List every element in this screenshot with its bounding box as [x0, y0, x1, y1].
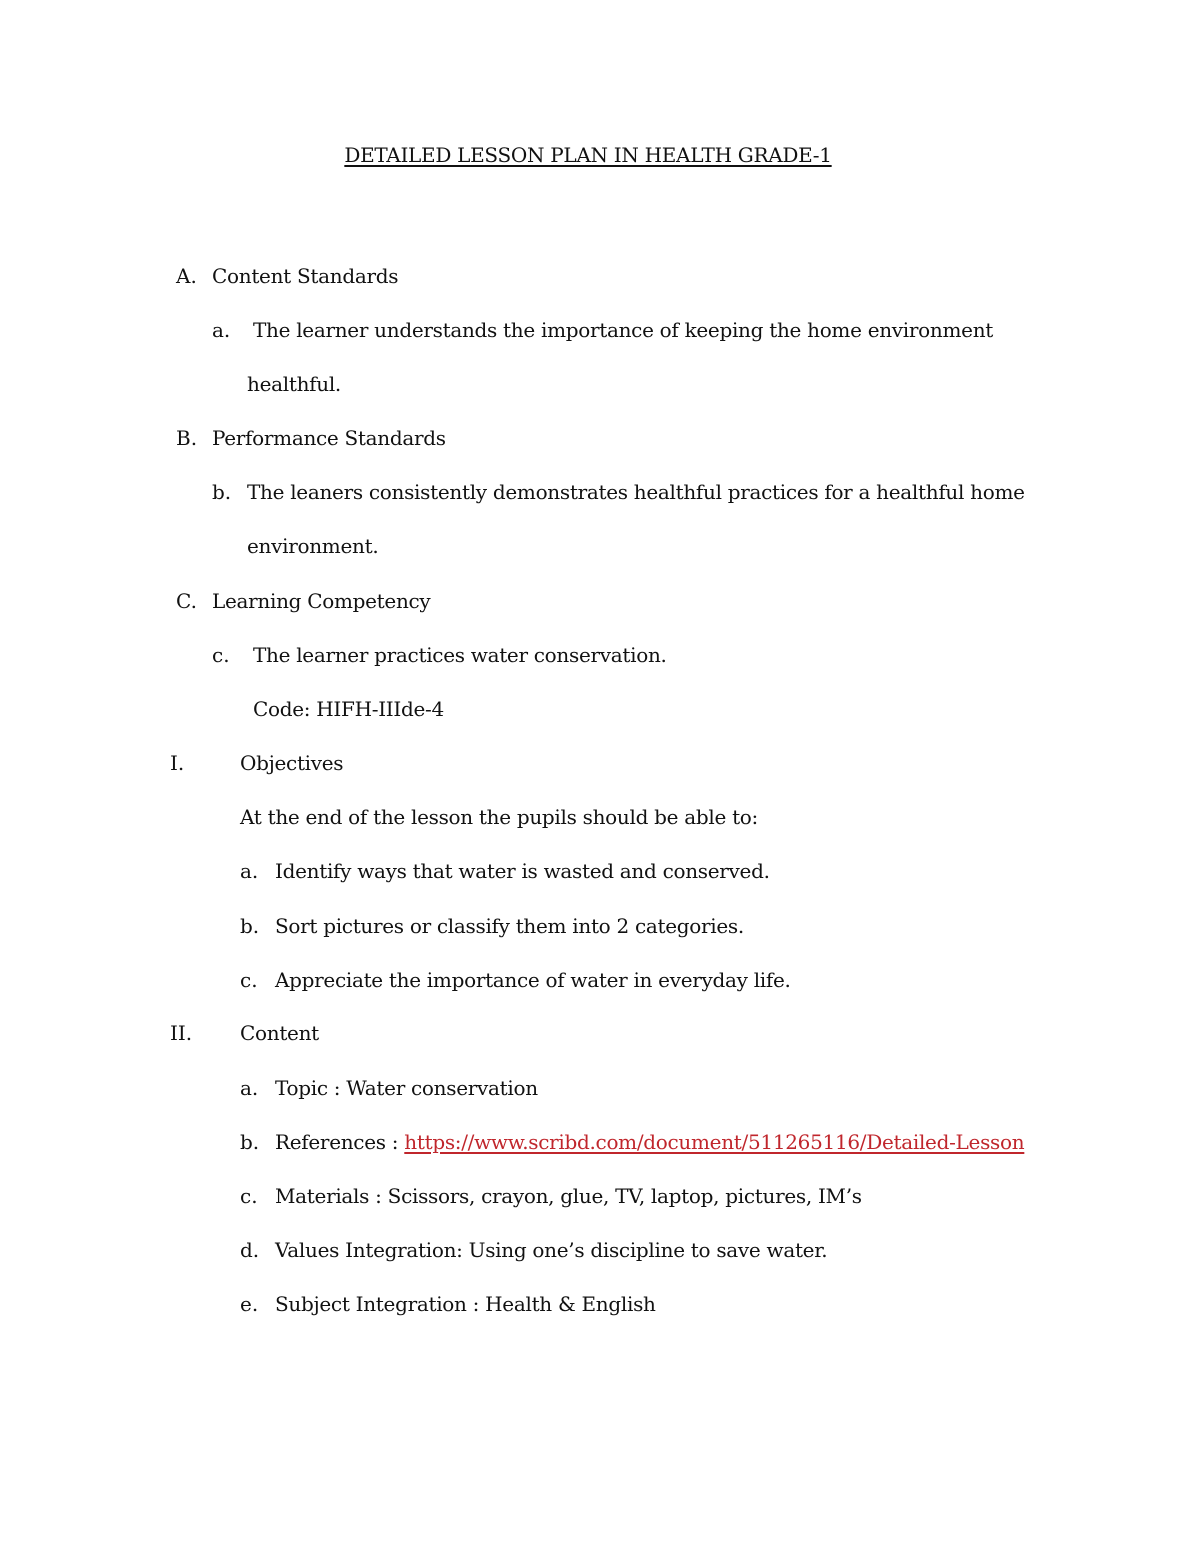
section-i-marker: I. [170, 751, 185, 775]
section-b-item-line2: environment. [247, 534, 379, 558]
section-ii-marker: II. [170, 1021, 193, 1045]
section-i-heading: Objectives [240, 751, 344, 775]
document-title: DETAILED LESSON PLAN IN HEALTH GRADE-1 [344, 143, 832, 167]
references-label: References : [275, 1130, 399, 1154]
section-a-item-marker: a. [212, 318, 231, 342]
objective-marker-c: c. [240, 968, 258, 992]
content-materials: Materials : Scissors, crayon, glue, TV, laptop, pictures, IM’s [275, 1184, 862, 1208]
section-b-marker: B. [176, 426, 198, 450]
section-b-item-line1: The leaners consistently demonstrates healthful practices for a healthful home [247, 480, 1025, 504]
section-ii-heading: Content [240, 1021, 319, 1045]
content-marker-a: a. [240, 1076, 259, 1100]
section-b-heading: Performance Standards [212, 426, 446, 450]
section-c-marker: C. [176, 589, 197, 613]
objective-marker-a: a. [240, 859, 259, 883]
section-b-item-marker: b. [212, 480, 232, 504]
section-c-code: Code: HIFH-IIIde-4 [253, 697, 444, 721]
section-a-item-line2: healthful. [247, 372, 341, 396]
content-topic: Topic : Water conservation [275, 1076, 538, 1100]
objective-item-a: Identify ways that water is wasted and conserved. [275, 859, 770, 883]
content-marker-e: e. [240, 1292, 259, 1316]
section-a-marker: A. [176, 264, 197, 288]
objective-item-b: Sort pictures or classify them into 2 categories. [275, 914, 744, 938]
content-values: Values Integration: Using one’s discipline to save water. [275, 1238, 828, 1262]
section-a-heading: Content Standards [212, 264, 399, 288]
content-marker-b: b. [240, 1130, 260, 1154]
objective-marker-b: b. [240, 914, 260, 938]
objective-item-c: Appreciate the importance of water in everyday life. [275, 968, 791, 992]
content-subject: Subject Integration : Health & English [275, 1292, 656, 1316]
section-c-heading: Learning Competency [212, 589, 431, 613]
content-marker-d: d. [240, 1238, 260, 1262]
content-references [275, 1128, 1024, 1156]
section-i-intro: At the end of the lesson the pupils should be able to: [240, 805, 758, 829]
section-c-item-line1: The learner practices water conservation. [253, 643, 667, 667]
references-link[interactable]: https://www.scribd.com/document/511265116/Detailed-Lesson [404, 1130, 1025, 1154]
section-a-item-line1: The learner understands the importance of keeping the home environment [253, 318, 994, 342]
content-marker-c: c. [240, 1184, 258, 1208]
section-c-item-marker: c. [212, 643, 230, 667]
